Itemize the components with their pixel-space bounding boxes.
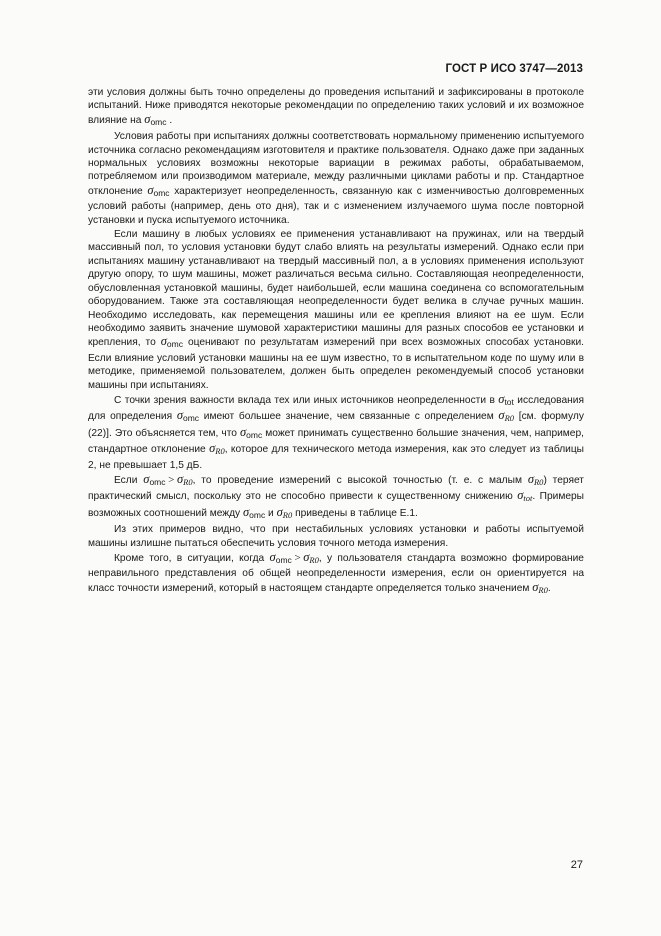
paragraph-7: Кроме того, в ситуации, когда $\sigma_{omc} > \sigma_{R0}$, у пользователя стандарта возможно формирование неправильного представления об общей неопределенности измерения, если он ориентируется на класс точности измерений, который в настоящем стандарте определяется только значением $\sigma_{R0}$. — [88, 550, 584, 595]
sigma-omc-gt-sigma-r0-formula: $\sigma_{omc} > \sigma_{R0}$ — [143, 471, 193, 487]
paragraph-4: С точки зрения важности вклада тех или иных источников неопределенности в $\sigma_{tot}$ исследования для определения $\sigma_{omc}$ имеют большее значение, чем связанные с определением $\sigma_{R0}$ [см. формулу (22)]. Это объясняется тем, что $\sigma_{omc}$ может принимать существенно большие значения, чем, например, стандартное отклонение $\sigma_{R0}$, которое для технического метода измерения, как это следует из таблицы 2, не превышает 1,5 дБ. — [88, 391, 584, 471]
paragraph-6: Из этих примеров видно, что при нестабильных условиях установки и работы испытуемой машины излишне пытаться обеспечить условия точного метода измерения. — [88, 524, 584, 549]
paragraph-3: Если машину в любых условиях ее применения устанавливают на пружинах, или на твердый массивный пол, то условия установки будут слабо влиять на результаты измерений. Однако если при испытаниях машину устанавливают на твердый массивный пол, а в условиях применения используют другую опору, то шум машины, может различаться весьма сильно. Составляющая неопределенности, обусловленная установкой машины, будет наибольшей, если машина соединена со вспомогательным оборудованием. Также эта составляющая неопределенности будет велика в случае ручных машин. Необходимо исследовать, как перемещения машины или ее крепления влияют на ее шум. Если необходимо заявить значение шумовой характеристики машины для разных способов ее установки и крепления, то $\sigma_{omc}$ оценивают по результатам измерений при всех возможных способах установки. Если влияние условий установки машины на ее шум известно, то в испытательном коде по шуму или в методике, применяемой пользователем, должен быть определен рекомендуемый способ установки машины при испытаниях. — [88, 229, 584, 391]
body-text — [88, 86, 584, 598]
sigma-r0-symbol: $\sigma_{R0}$ — [276, 504, 293, 520]
sigma-omc-symbol: $\sigma_{omc}$ — [147, 182, 170, 198]
sigma-omc-symbol: $\sigma_{omc}$ — [242, 504, 266, 520]
sigma-r0-symbol: $\sigma_{R0}$ — [209, 441, 225, 457]
sigma-omc-symbol: $\sigma_{omc}$ — [160, 334, 183, 350]
paragraph-1: эти условия должны быть точно определены до проведения испытаний и зафиксированы в протоколе испытаний. Ниже приводятся некоторые рекомендации по определению таких условий и их возможное влияние на $\sigma_{omc}$ . — [88, 87, 584, 127]
sigma-omc-symbol: $\sigma_{omc}$ — [144, 111, 167, 127]
sigma-r0-symbol: $\sigma_{R0}$ — [532, 579, 548, 595]
sigma-omc-symbol: $\sigma_{omc}$ — [239, 424, 263, 440]
page-number: 27 — [570, 859, 583, 871]
sigma-omc-gt-sigma-r0-formula: $\sigma_{omc} > \sigma_{R0}$ — [269, 550, 319, 565]
sigma-r0-symbol: $\sigma_{R0}$ — [498, 408, 515, 424]
sigma-tot-symbol: $\sigma_{tot}$ — [498, 391, 514, 407]
standard-header: ГОСТ Р ИСО 3747—2013 — [445, 63, 583, 75]
paragraph-2: Условия работы при испытаниях должны соответствовать нормальному применению испытуемого источника согласно рекомендациям изготовителя и практике пользователя. Однако даже при заданных нормальных условиях возможны некоторые вариации в режимах работы, обрабатываемом, потребляемом или производимом материале, между различными циклами работы и пр. Стандартное отклонение $\sigma_{omc}$ характеризует неопределенность, связанную как с изменчивостью долговременных условий работы (например, день ото дня), так и с изменением излучаемого шума после повторной установки и пуска испытуемого источника. — [88, 131, 584, 226]
sigma-omc-symbol: $\sigma_{omc}$ — [176, 408, 200, 424]
sigma-r0-symbol: $\sigma_{R0}$ — [527, 471, 544, 487]
paragraph-5: Если $\sigma_{omc} > \sigma_{R0}$, то проведение измерений с высокой точностью (т. е. с малым $\sigma_{R0}$) теряет практический смысл, поскольку это не способно привести к существенному снижению $\sigma_{tot}$. Примеры возможных соотношений между $\sigma_{omc}$ и $\sigma_{R0}$ приведены в таблице Е.1. — [88, 471, 584, 520]
sigma-tot-symbol: $\sigma_{tot}$ — [517, 488, 533, 504]
